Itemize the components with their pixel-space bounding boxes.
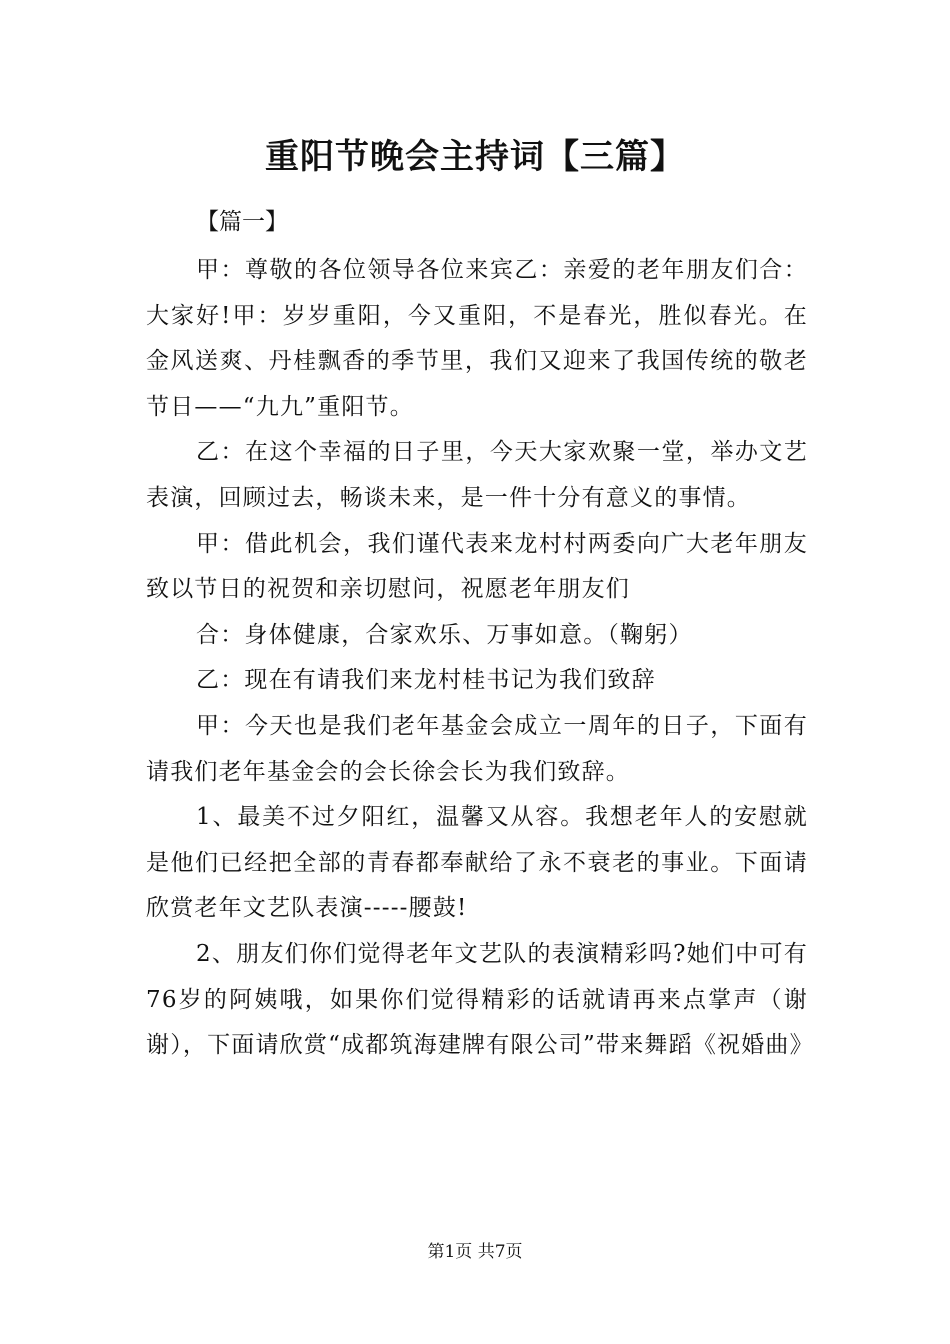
page-footer: 第1页 共7页 xyxy=(427,1242,523,1262)
paragraph: 2、朋友们你们觉得老年文艺队的表演精彩吗?她们中可有76岁的阿姨哦，如果你们觉得精彩的话就请再来点掌声（谢谢），下面请欣赏“成都筑海建牌有限公司”带来舞蹈《祝婚曲》 xyxy=(146,940,814,1059)
paragraph: 甲：借此机会，我们谨代表来龙村村两委向广大老年朋友致以节日的祝贺和亲切慰问，祝愿老年朋友们 xyxy=(146,530,808,603)
page-title: 重阳节晚会主持词【三篇】 xyxy=(265,137,685,177)
paragraph: 合：身体健康，合家欢乐、万事如意。（鞠躬） xyxy=(196,621,693,648)
paragraph: 1、最美不过夕阳红，温馨又从容。我想老年人的安慰就是他们已经把全部的青春都奉献给了永不衰老的事业。下面请欣赏老年文艺队表演-----腰鼓! xyxy=(146,804,808,922)
paragraph: 甲：今天也是我们老年基金会成立一周年的日子，下面有请我们老年基金会的会长徐会长为我们致辞。 xyxy=(146,712,808,785)
paragraph: 乙：在这个幸福的日子里，今天大家欢聚一堂，举办文艺表演，回顾过去，畅谈未来，是一件十分有意义的事情。 xyxy=(146,439,808,511)
paragraph: 乙：现在有请我们来龙村桂书记为我们致辞 xyxy=(196,667,656,694)
paragraph: 甲：尊敬的各位领导各位来宾乙：亲爱的老年朋友们合：大家好!甲：岁岁重阳，今又重阳，不是春光，胜似春光。在金风送爽、丹桂飘香的季节里，我们又迎来了我国传统的敬老节日——“九九”重阳节。 xyxy=(146,257,808,420)
section-heading: 【篇一】 xyxy=(196,209,288,235)
body-text xyxy=(146,248,814,1069)
